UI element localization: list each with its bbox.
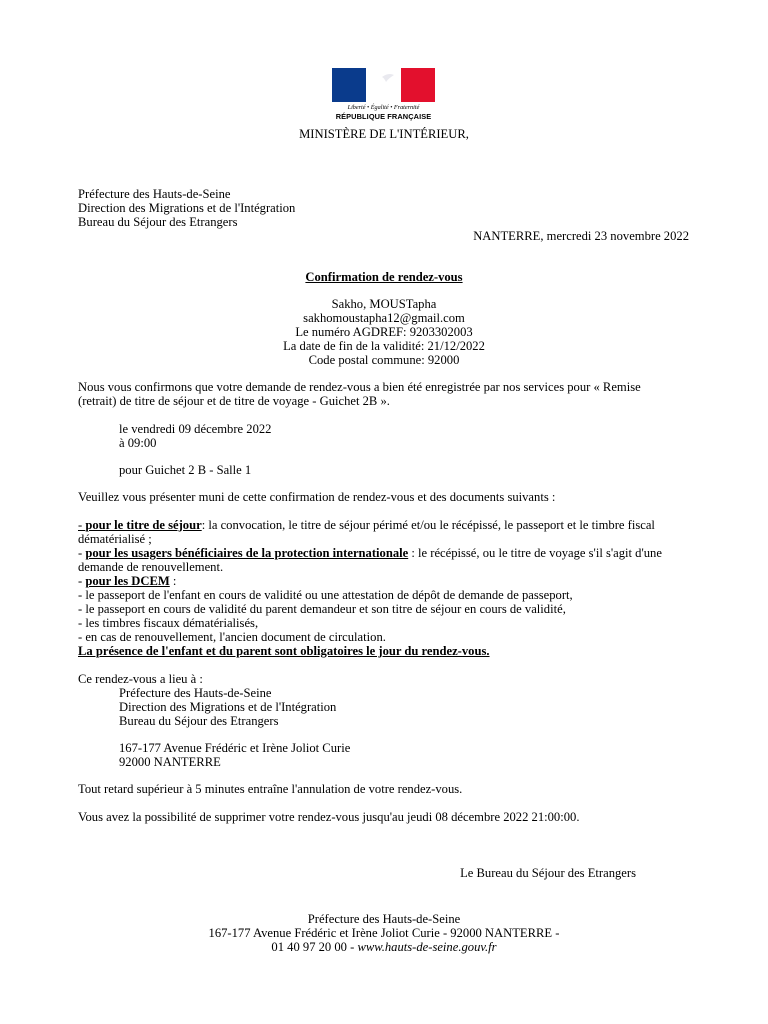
republic-motto: Liberté • Égalité • Fraternité xyxy=(347,104,420,111)
doc-sejour-label: pour le titre de séjour xyxy=(85,518,202,532)
intro-line-1: Nous vous confirmons que votre demande de rendez-vous a bien été enregistrée par nos services pour « Remise xyxy=(78,380,641,394)
validity-date: La date de fin de la validité: 21/12/2022 xyxy=(283,339,485,353)
signature: Le Bureau du Séjour des Etrangers xyxy=(460,866,636,880)
footer-website-link[interactable]: www.hauts-de-seine.gouv.fr xyxy=(357,940,497,954)
tricolor-flag xyxy=(332,68,435,102)
documents-intro: Veuillez vous présenter muni de cette confirmation de rendez-vous et des documents suivants : xyxy=(78,490,556,504)
location-street: 167-177 Avenue Frédéric et Irène Joliot Curie xyxy=(119,741,351,755)
sender-line-2: Direction des Migrations et de l'Intégration xyxy=(78,201,296,215)
late-notice: Tout retard supérieur à 5 minutes entraîne l'annulation de votre rendez-vous. xyxy=(78,782,463,796)
doc-dcem-dash: - xyxy=(78,574,86,588)
doc-dcem-colon: : xyxy=(169,574,177,588)
republic-name: RÉPUBLIQUE FRANÇAISE xyxy=(335,112,432,121)
doc-sejour-text: : la convocation, le titre de séjour périmé et/ou le récépissé, le passeport et le timbre fiscal xyxy=(201,518,655,532)
doc-protection-text-2: demande de renouvellement. xyxy=(78,560,224,574)
document-title: Confirmation de rendez-vous xyxy=(305,270,463,284)
footer-line-2: 167-177 Avenue Frédéric et Irène Joliot Curie - 92000 NANTERRE - xyxy=(208,926,560,940)
doc-dcem-label: pour les DCEM xyxy=(85,574,170,588)
doc-protection-dash: - xyxy=(78,546,86,560)
doc-dcem-item: - en cas de renouvellement, l'ancien document de circulation. xyxy=(78,630,386,644)
recipient-email: sakhomoustapha12@gmail.com xyxy=(303,311,465,325)
sender-line-3: Bureau du Séjour des Etrangers xyxy=(78,215,238,229)
appointment-desk: pour Guichet 2 B - Salle 1 xyxy=(119,463,252,477)
location-line-3: Bureau du Séjour des Etrangers xyxy=(119,714,279,728)
intro-line-2: (retrait) de titre de séjour et de titre de voyage - Guichet 2B ». xyxy=(78,394,390,408)
location-line-1: Préfecture des Hauts-de-Seine xyxy=(119,686,272,700)
date-line: NANTERRE, mercredi 23 novembre 2022 xyxy=(473,229,689,243)
marianne-profile-icon xyxy=(332,68,435,102)
appointment-date: le vendredi 09 décembre 2022 xyxy=(119,422,272,436)
doc-protection-line xyxy=(78,547,662,561)
doc-sejour-text-2: dématérialisé ; xyxy=(78,532,152,546)
doc-sejour-dash: - xyxy=(78,518,86,532)
cancel-notice: Vous avez la possibilité de supprimer votre rendez-vous jusqu'au jeudi 08 décembre 2022 21:00:00. xyxy=(78,810,580,824)
doc-dcem-line xyxy=(78,575,176,589)
doc-sejour-line xyxy=(78,519,655,533)
sender-line-1: Préfecture des Hauts-de-Seine xyxy=(78,187,231,201)
doc-protection-label: pour les usagers bénéficiaires de la protection internationale xyxy=(85,546,409,560)
footer-contact xyxy=(0,941,768,955)
mandatory-presence-notice: La présence de l'enfant et du parent sont obligatoires le jour du rendez-vous. xyxy=(78,644,490,658)
appointment-time: à 09:00 xyxy=(119,436,157,450)
doc-dcem-item: - le passeport en cours de validité du parent demandeur et son titre de séjour en cours de validité, xyxy=(78,602,566,616)
recipient-name: Sakho, MOUSTapha xyxy=(331,297,437,311)
postal-code: Code postal commune: 92000 xyxy=(308,353,460,367)
doc-dcem-item: - le passeport de l'enfant en cours de validité ou une attestation de dépôt de demande de passeport, xyxy=(78,588,573,602)
title-row xyxy=(0,271,768,285)
footer-phone: 01 40 97 20 00 - xyxy=(271,940,358,954)
doc-dcem-item: - les timbres fiscaux dématérialisés, xyxy=(78,616,259,630)
location-intro: Ce rendez-vous a lieu à : xyxy=(78,672,203,686)
doc-protection-text: : le récépissé, ou le titre de voyage s'il s'agit d'une xyxy=(408,546,662,560)
ministry-title: MINISTÈRE DE L'INTÉRIEUR, xyxy=(299,127,469,141)
location-line-2: Direction des Migrations et de l'Intégration xyxy=(119,700,337,714)
agdref-number: Le numéro AGDREF: 9203302003 xyxy=(295,325,473,339)
location-city: 92000 NANTERRE xyxy=(119,755,221,769)
footer-line-1: Préfecture des Hauts-de-Seine xyxy=(307,912,461,926)
marianne-logo xyxy=(332,68,436,122)
